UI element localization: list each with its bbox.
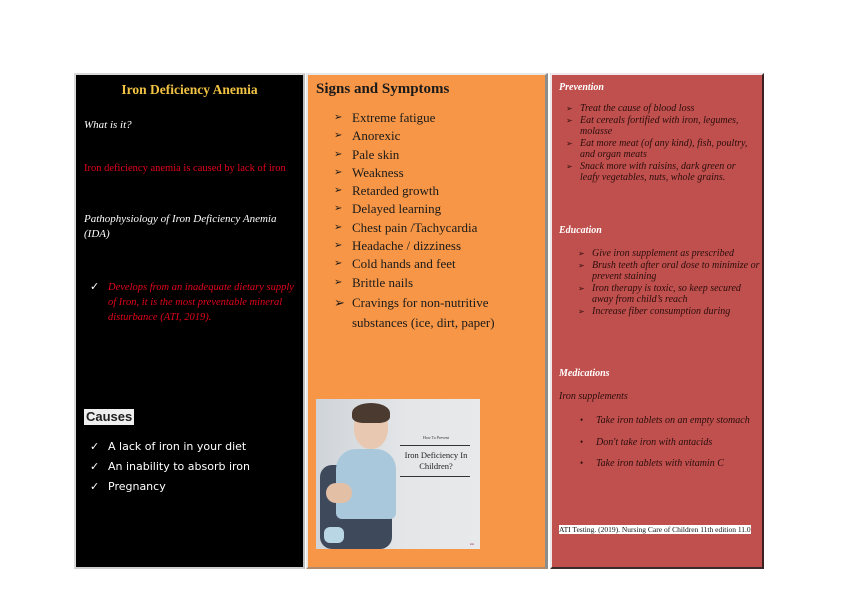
symptom-text: Weakness — [352, 164, 404, 180]
education-item — [578, 248, 762, 260]
symptom-text: Extreme fatigue — [352, 110, 436, 125]
medication-item — [580, 415, 760, 427]
education-item — [578, 306, 762, 318]
reference-text: ATI Testing. (2019). Nursing Care of Children 11th edition 11.0 — [559, 525, 751, 534]
symptom-item — [334, 127, 545, 145]
panel-title: Signs and Symptoms — [316, 81, 450, 97]
what-is-it-heading: What is it? — [84, 119, 132, 131]
education-text: Increase fiber consumption during — [592, 305, 731, 317]
arrow-bullet-icon: ➢ — [578, 306, 585, 316]
photo-caption-small: How To Prevent — [422, 435, 450, 440]
panel-title: Iron Deficiency Anemia — [121, 82, 258, 97]
symptom-item — [334, 219, 545, 237]
panel-iron-deficiency-anemia — [74, 73, 305, 569]
symptom-item — [334, 255, 545, 273]
prevention-list — [566, 103, 756, 184]
cause-text: Pregnancy — [108, 480, 166, 493]
photo-boy-hair — [352, 403, 390, 423]
symptom-item — [334, 164, 545, 182]
panel-prevention-education-medications — [550, 73, 764, 569]
causes-heading: Causes — [86, 409, 133, 424]
cause-item — [90, 457, 250, 477]
arrow-bullet-icon: ➢ — [578, 283, 585, 293]
panel-signs-and-symptoms — [306, 73, 548, 569]
checkmark-icon: ✓ — [90, 440, 100, 453]
arrow-bullet-icon: ➢ — [334, 185, 343, 197]
arrow-bullet-icon: ➢ — [334, 240, 343, 252]
bullet-icon: • — [580, 415, 584, 425]
arrow-bullet-icon: ➢ — [334, 221, 343, 233]
arrow-bullet-icon: ➢ — [578, 260, 585, 270]
prevention-item — [566, 103, 756, 115]
prevention-item — [566, 161, 756, 184]
medications-subheading: Iron supplements — [559, 391, 628, 402]
arrow-bullet-icon: ➢ — [334, 276, 343, 288]
pathophysiology-text: Develops from an inadequate dietary supply of Iron, it is the most preventable mineral disturbance (ATI, 2019). — [108, 282, 294, 323]
arrow-bullet-icon: ➢ — [334, 112, 343, 123]
arrow-bullet-icon: ➢ — [334, 294, 345, 310]
checkmark-icon: ✓ — [90, 281, 100, 293]
symptom-item — [334, 237, 545, 255]
reference-citation — [559, 525, 754, 535]
arrow-bullet-icon: ➢ — [566, 161, 573, 171]
symptom-item — [334, 293, 545, 334]
pathophysiology-bullet — [90, 280, 295, 325]
medication-item — [580, 437, 760, 449]
medication-item — [580, 458, 760, 470]
symptom-item — [334, 274, 545, 292]
causes-list — [90, 437, 250, 497]
symptom-item — [334, 109, 545, 127]
checkmark-icon: ✓ — [90, 480, 100, 493]
cause-text: An inability to absorb iron — [108, 460, 250, 473]
education-text: Iron therapy is toxic, so keep secured away from child’s reach — [592, 282, 741, 305]
arrow-bullet-icon: ➢ — [334, 203, 343, 215]
symptom-text: Retarded growth — [352, 183, 440, 199]
photo-caption-rule — [400, 445, 470, 446]
arrow-bullet-icon: ➢ — [334, 258, 343, 270]
bullet-icon: • — [580, 458, 584, 468]
arrow-bullet-icon: ➢ — [566, 138, 573, 148]
prevention-heading: Prevention — [559, 82, 604, 93]
cause-item — [90, 477, 250, 497]
bullet-icon: • — [580, 436, 584, 447]
symptom-text: Chest pain /Tachycardia — [352, 219, 478, 235]
education-item — [578, 283, 762, 306]
arrow-bullet-icon: ➢ — [334, 130, 343, 142]
iron-deficiency-children-photo — [316, 399, 480, 549]
symptom-text: Headache / dizziness — [352, 238, 462, 254]
photo-caption-rule — [400, 476, 470, 477]
symptoms-list — [334, 109, 545, 334]
medication-text: Take iron tablets on an empty stomach — [596, 415, 750, 426]
prevention-text: Snack more with raisins, dark green or leafy vegetables, nuts, whole grains. — [580, 160, 736, 183]
education-heading: Education — [559, 225, 602, 236]
arrow-bullet-icon: ➢ — [334, 148, 343, 160]
medication-text: Don't take iron with antacids — [596, 436, 713, 448]
definition-text: Iron deficiency anemia is caused by lack of iron — [84, 163, 286, 174]
cause-item — [90, 437, 250, 457]
symptom-item — [334, 146, 545, 164]
symptom-item — [334, 200, 545, 218]
pathophysiology-heading: Pathophysiology of Iron Deficiency Anemia (IDA) — [84, 213, 277, 240]
medications-list — [580, 415, 760, 480]
prevention-text: Treat the cause of blood loss — [580, 103, 695, 114]
prevention-item — [566, 115, 756, 138]
symptom-text: Brittle nails — [352, 274, 414, 290]
prevention-item — [566, 138, 756, 161]
arrow-bullet-icon: ➢ — [334, 166, 343, 178]
photo-boy-hands — [326, 483, 352, 503]
education-text: Give iron supplement as prescribed — [592, 248, 735, 259]
prevention-text: Eat cereals fortified with iron, legumes, molasse — [580, 114, 739, 137]
symptom-text: Pale skin — [352, 146, 400, 162]
photo-caption-big: Iron Deficiency In Children? — [404, 450, 468, 471]
symptom-item — [334, 182, 545, 200]
education-item — [578, 260, 762, 283]
photo-boy-sock — [324, 527, 344, 543]
symptom-text: Anorexic — [352, 128, 401, 144]
medications-heading: Medications — [559, 368, 610, 379]
symptom-text: Cravings for non-nutritive substances (ice, dirt, paper) — [352, 294, 495, 331]
arrow-bullet-icon: ➢ — [566, 115, 573, 125]
symptom-text: Cold hands and feet — [352, 256, 456, 272]
arrow-bullet-icon: ➢ — [578, 249, 585, 258]
education-text: Brush teeth after oral dose to minimize or prevent staining — [592, 259, 760, 282]
symptom-text: Delayed learning — [352, 201, 442, 217]
prevention-text: Eat more meat (of any kind), fish, poultry, and organ meats — [580, 137, 748, 160]
arrow-bullet-icon: ➢ — [566, 104, 573, 113]
education-list — [578, 248, 762, 317]
checkmark-icon: ✓ — [90, 460, 100, 473]
cause-text: A lack of iron in your diet — [108, 440, 247, 453]
photo-watermark: ●● — [469, 542, 474, 546]
medication-text: Take iron tablets with vitamin C — [596, 458, 724, 469]
